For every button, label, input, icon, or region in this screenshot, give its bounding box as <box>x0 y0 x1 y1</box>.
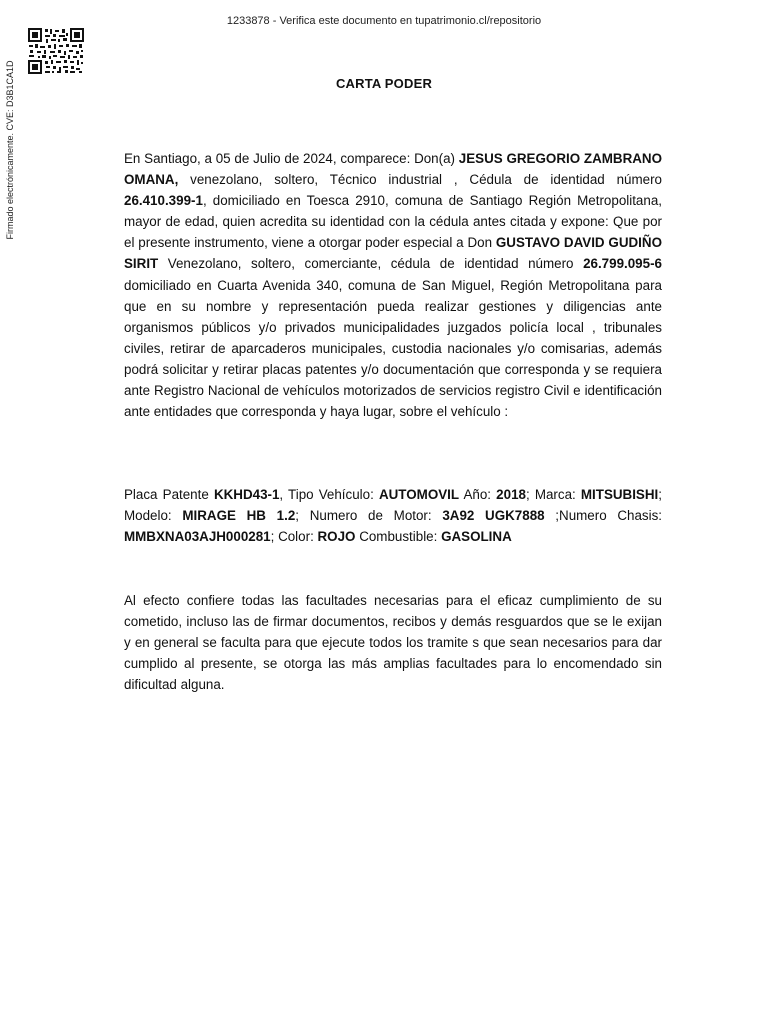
paragraph-faculties: Al efecto confiere todas las facultades necesarias para el eficaz cumplimiento de su cometido, incluso las de firmar documentos, recibos y demás resguardos que se le exijan y en general se faculta para que ejecute todos los tramite s que sean necesarios para dar cumplido al presente, se otorga las más amplias facultades para lo encomendado sin dificultad alguna. <box>124 593 662 693</box>
grantor-id: 26.410.399-1 <box>124 193 203 209</box>
qr-code-icon[interactable] <box>28 28 84 74</box>
fuel-value: GASOLINA <box>441 529 512 545</box>
chassis-value: MMBXNA03AJH000281 <box>124 529 271 545</box>
paragraph-grant <box>124 148 662 422</box>
fuel-label: Combustible: <box>355 529 442 545</box>
text-segment: En Santiago, a 05 de Julio de 2024, comparece: Don(a) <box>124 151 459 166</box>
document-title: CARTA PODER <box>335 76 433 91</box>
grantee-id: 26.799.095-6 <box>583 256 662 272</box>
color-value: ROJO <box>317 529 356 545</box>
type-value: AUTOMOVIL <box>378 487 460 502</box>
model-value: MIRAGE HB 1.2 <box>182 508 296 524</box>
motor-label: ; Numero de Motor: <box>295 508 443 524</box>
chassis-label: ;Numero Chasis: <box>544 508 663 524</box>
text-segment: venezolano, soltero, Técnico industrial , Cédula de identidad número <box>178 172 662 188</box>
brand-label: ; Marca: <box>525 487 581 502</box>
motor-value: 3A92 UGK7888 <box>442 508 545 524</box>
text-segment: Venezolano, soltero, comerciante, cédula de identidad número <box>158 256 584 272</box>
type-label: , Tipo Vehículo: <box>279 487 379 502</box>
color-label: ; Color: <box>270 529 318 545</box>
paragraph-vehicle <box>124 484 662 547</box>
model-label: ; Modelo: <box>124 487 662 524</box>
electronic-signature-note: Firmado electrónicamente. CVE: D3B1CA1D <box>5 60 15 240</box>
grantor-name: JESUS GREGORIO ZAMBRANO OMANA, <box>124 151 662 188</box>
text-segment: , domiciliado en Toesca 2910, comuna de Santiago Región Metropolitana, mayor de edad, quien acredita su identidad con la cédula antes citada y expone: Que por el presente instrumento, viene a otorgar poder especial a Don <box>124 193 662 251</box>
brand-value: MITSUBISHI <box>580 487 659 502</box>
year-label: Año: <box>459 487 497 502</box>
verification-header: 1233878 - Verifica este documento en tupatrimonio.cl/repositorio <box>226 15 542 27</box>
year-value: 2018 <box>496 487 526 502</box>
plate-label: Placa Patente <box>124 487 214 502</box>
text-segment: domiciliado en Cuarta Avenida 340, comuna de San Miguel, Región Metropolitana para que en su nombre y representación pueda realizar gestiones y diligencias ante organismos públicos y/o privados municipalidades juzgados policía local , tribunales civiles, retirar de aparcaderos municipales, custodia nacionales y/o comisarias, además podrá solicitar y retirar placas patentes y/o documentación que corresponda y se requiera ante Registro Nacional de vehículos motorizados de servicios registro Civil e identificación ante entidades que corresponda y haya lugar, sobre el vehículo : <box>124 277 662 420</box>
grantee-name: GUSTAVO DAVID GUDIÑO SIRIT <box>124 235 662 272</box>
plate-value: KKHD43-1 <box>213 487 280 502</box>
